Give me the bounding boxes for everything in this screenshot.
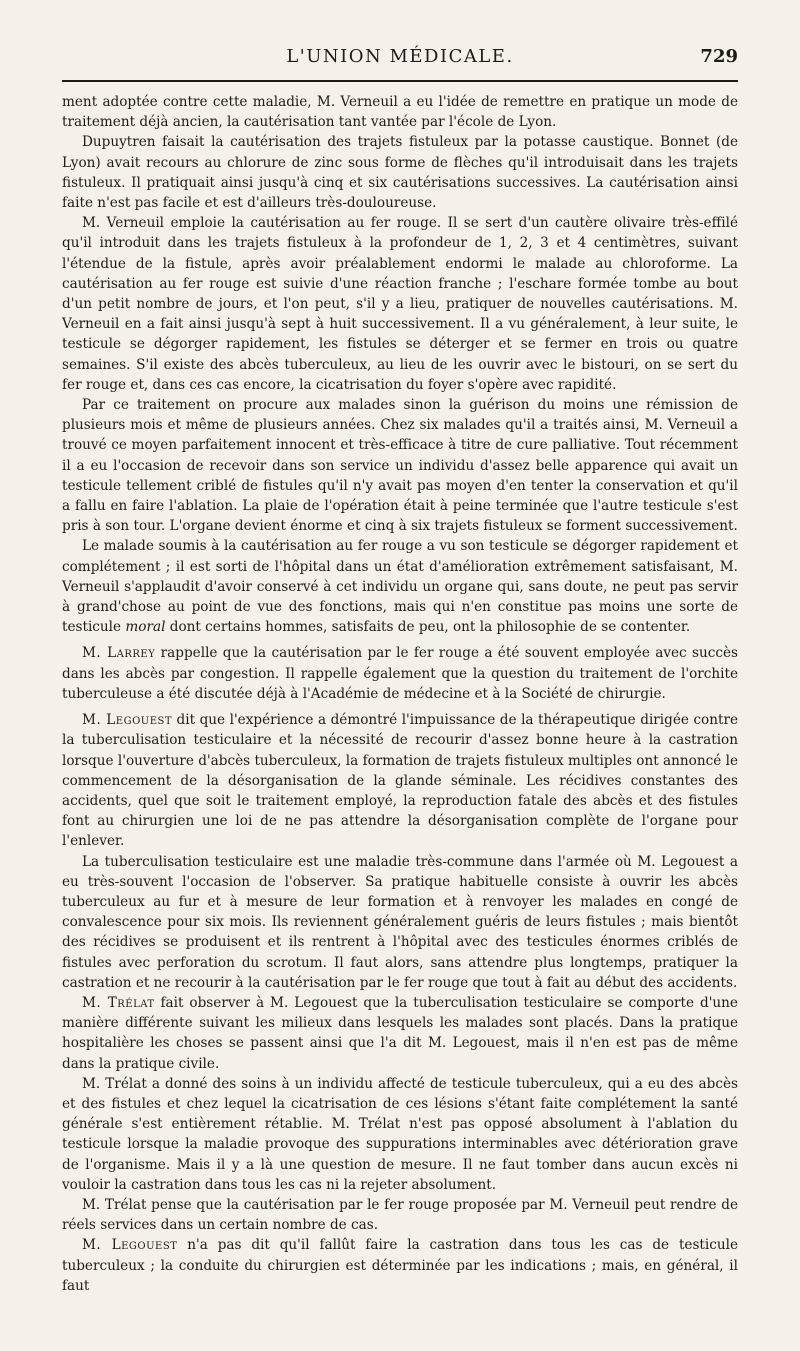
paragraph-8: La tuberculisation testiculaire est une maladie très-commune dans l'armée où M. Legouest a eu très-souvent l'occasion de l'observer. Sa pratique habituelle consiste à ouvrir les abcès tuberculeux au fur et à mesure de leur formation et à renvoyer les malades en congé de convalescence pour six mois. Ils reviennent généralement guéris de leurs fistules ; mais bientôt des récidives se produisent et ils rentrent à l'hôpital avec des testicules énormes criblés de fistules avec perforation du scrotum. Il faut alors, sans attendre plus longtemps, pratiquer la castration et ne recourir à la cautérisation par le fer rouge que tout à fait au début des accidents.	[62, 853, 738, 991]
running-title: L'UNION MÉDICALE.	[286, 46, 514, 67]
paragraph-legouest-2-text: n'a pas dit qu'il fallût faire la castration dans tous les cas de testicule tuberculeux ; la conduite du chirurgien est déterminée par les indications ; mais, en général, il faut	[62, 1237, 739, 1294]
paragraph-1: ment adoptée contre cette maladie, M. Verneuil a eu l'idée de remettre en pratique un mode de traitement déjà ancien, la cautérisation tant vantée par l'école de Lyon.	[62, 94, 738, 131]
paragraph-larrey	[62, 643, 738, 704]
paragraph-5	[62, 536, 738, 637]
paragraph-4: Par ce traitement on procure aux malades sinon la guérison du moins une rémission de plusieurs mois et même de plusieurs années. Chez six malades qu'il a traités ainsi, M. Verneuil a trouvé ce moyen parfaitement innocent et très-efficace à titre de cure palliative. Tout récemment il a eu l'occasion de recevoir dans son service un individu d'assez belle apparence qui avait un testicule tellement criblé de fistules qu'il n'y avait pas moyen d'en tenter la conservation et qu'il a fallu en faire l'ablation. La plaie de l'opération était à peine terminée que l'autre testicule s'est pris à son tour. L'organe devient énorme et cinq à six trajets fistuleux se forment successivement.	[62, 397, 738, 535]
paragraph-3: M. Verneuil emploie la cautérisation au fer rouge. Il se sert d'un cautère olivaire très-effilé qu'il introduit dans les trajets fistuleux à la profondeur de 1, 2, 3 et 4 centimètres, suivant l'étendue de la fistule, après avoir préalablement endormi le malade au chloroforme. La cautérisation au fer rouge est suivie d'une réaction franche ; l'eschare formée tombe au bout d'un petit nombre de jours, et l'on peut, s'il y a lieu, pratiquer de nouvelles cautérisations. M. Verneuil en a fait ainsi jusqu'à sept à huit successivement. Il a vu généralement, à leur suite, le testicule se dégorger rapidement, les fistules se déterger et se fermer en trois ou quatre semaines. S'il existe des abcès tuberculeux, au lieu de les ouvrir avec le bistouri, on se sert du fer rouge et, dans ces cas encore, la cicatrisation du foyer s'opère avec rapidité.	[62, 215, 738, 393]
page-header	[62, 46, 738, 74]
page-number: 729	[700, 46, 738, 67]
paragraph-larrey-text: rappelle que la cautérisation par le fer rouge a été souvent employée avec succès dans les abcès par congestion. Il rappelle également que la question du traitement de l'orchite tuberculeuse a été discutée déjà à l'Académie de médecine et à la Société de chirurgie.	[62, 645, 738, 702]
paragraph-legouest-2	[62, 1235, 738, 1296]
paragraph-10: M. Trélat a donné des soins à un individu affecté de testicule tuberculeux, qui a eu des abcès et des fistules et chez lequel la cicatrisation de ces lésions s'étant faite complétement la santé générale s'est entièrement rétablie. M. Trélat n'est pas opposé absolument à l'ablation du testicule lorsque la maladie provoque des suppurations interminables avec détérioration grave de l'organisme. Mais il y a là une question de mesure. Il ne faut tomber dans aucun excès ni vouloir la castration dans tous les cas ni la rejeter absolument.	[62, 1075, 738, 1193]
paragraph-5-text-end: dont certains hommes, satisfaits de peu, ont la philosophie de se contenter.	[165, 619, 691, 636]
header-rule	[62, 80, 738, 82]
paragraph-legouest-text: dit que l'expérience a démontré l'impuissance de la thérapeutique dirigée contre la tuberculisation testiculaire et la nécessité de recourir d'assez bonne heure à la castration lorsque l'ouverture d'abcès tuberculeux, la formation de trajets fistuleux multiples ont annoncé le commencement de la désorganisation de la glande séminale. Les récidives constantes des accidents, quel que soit le traitement employé, la reproduction fatale des abcès et des fistules font au chirurgien une loi de ne pas attendre la désorganisation complète de l'organe pour l'enlever.	[62, 712, 739, 850]
paragraph-11: M. Trélat pense que la cautérisation par le fer rouge proposée par M. Verneuil peut rendre de réels services dans un certain nombre de cas.	[62, 1196, 738, 1234]
paragraph-5-emphasis: moral	[125, 619, 166, 636]
paragraph-trelat	[62, 993, 738, 1074]
body-text	[62, 92, 738, 1296]
speaker-name: M. Trélat	[82, 994, 155, 1011]
speaker-name: M. Legouest	[82, 712, 173, 729]
paragraph-5-text: Le malade soumis à la cautérisation au fer rouge a vu son testicule se dégorger rapidement et complétement ; il est sorti de l'hôpital dans un état d'amélioration extrêmement satisfaisant, M. Verneuil s'applaudit d'avoir conservé à cet individu un organe qui, sans doute, ne peut pas servir à grand'chose au point de vue des fonctions, mais qui n'en constitue pas moins une sorte de testicule	[62, 538, 738, 636]
paragraph-legouest	[62, 710, 738, 851]
speaker-name: M. Larrey	[82, 645, 156, 662]
paragraph-trelat-text: fait observer à M. Legouest que la tuberculisation testiculaire se comporte d'une manière différente suivant les milieux dans lesquels les malades sont placés. Dans la pratique hospitalière les choses se passent ainsi que l'a dit M. Legouest, mais il n'en est pas de même dans la pratique civile.	[62, 994, 738, 1072]
speaker-name: M. Legouest	[82, 1237, 178, 1254]
paragraph-2: Dupuytren faisait la cautérisation des trajets fistuleux par la potasse caustique. Bonnet (de Lyon) avait recours au chlorure de zinc sous forme de flèches qu'il introduisait dans les trajets fistuleux. Il pratiquait ainsi jusqu'à cinq et six cautérisations successives. La cautérisation ainsi faite n'est pas facile et est d'ailleurs très-douloureuse.	[62, 134, 738, 212]
